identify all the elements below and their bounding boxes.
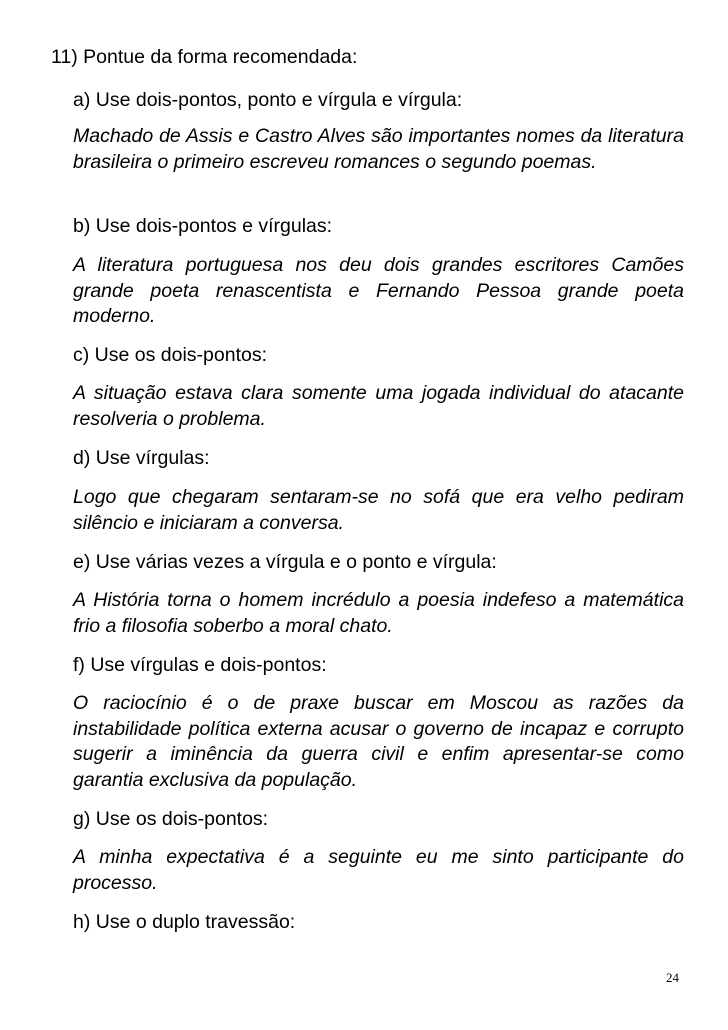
item-d-text: Logo que chegaram sentaram-se no sofá que era velho pediram silêncio e iniciaram a conversa. xyxy=(73,486,684,534)
item-b-text: A literatura portuguesa nos deu dois grandes escritores Camões grande poeta renascentista e Fernando Pessoa grande poeta moderno. xyxy=(73,254,684,327)
page-number: 24 xyxy=(666,970,679,985)
item-e-label: e) Use várias vezes a vírgula e o ponto e vírgula: xyxy=(73,551,497,573)
item-e-text: A História torna o homem incrédulo a poesia indefeso a matemática frio a filosofia soberbo a moral chato. xyxy=(73,589,684,637)
item-h-label: h) Use o duplo travessão: xyxy=(73,911,296,933)
item-f-text: O raciocínio é o de praxe buscar em Moscou as razões da instabilidade política externa acusar o governo de incapaz e corrupto sugerir a iminência da guerra civil e enfim apresentar-se como garantia exclusiva da população. xyxy=(73,692,684,791)
item-c-text: A situação estava clara somente uma jogada individual do atacante resolveria o problema. xyxy=(73,382,684,430)
item-f-label: f) Use vírgulas e dois-pontos: xyxy=(73,654,327,676)
item-b-label: b) Use dois-pontos e vírgulas: xyxy=(73,215,333,237)
item-d-label: d) Use vírgulas: xyxy=(73,447,210,469)
item-a-text: Machado de Assis e Castro Alves são importantes nomes da literatura brasileira o primeiro escreveu romances o segundo poemas. xyxy=(73,125,684,173)
item-g-label: g) Use os dois-pontos: xyxy=(73,808,269,830)
item-c-label: c) Use os dois-pontos: xyxy=(73,344,268,366)
question-title: 11) Pontue da forma recomendada: xyxy=(51,46,358,68)
item-a-label: a) Use dois-pontos, ponto e vírgula e vírgula: xyxy=(73,89,463,111)
item-g-text: A minha expectativa é a seguinte eu me sinto participante do processo. xyxy=(73,846,684,894)
